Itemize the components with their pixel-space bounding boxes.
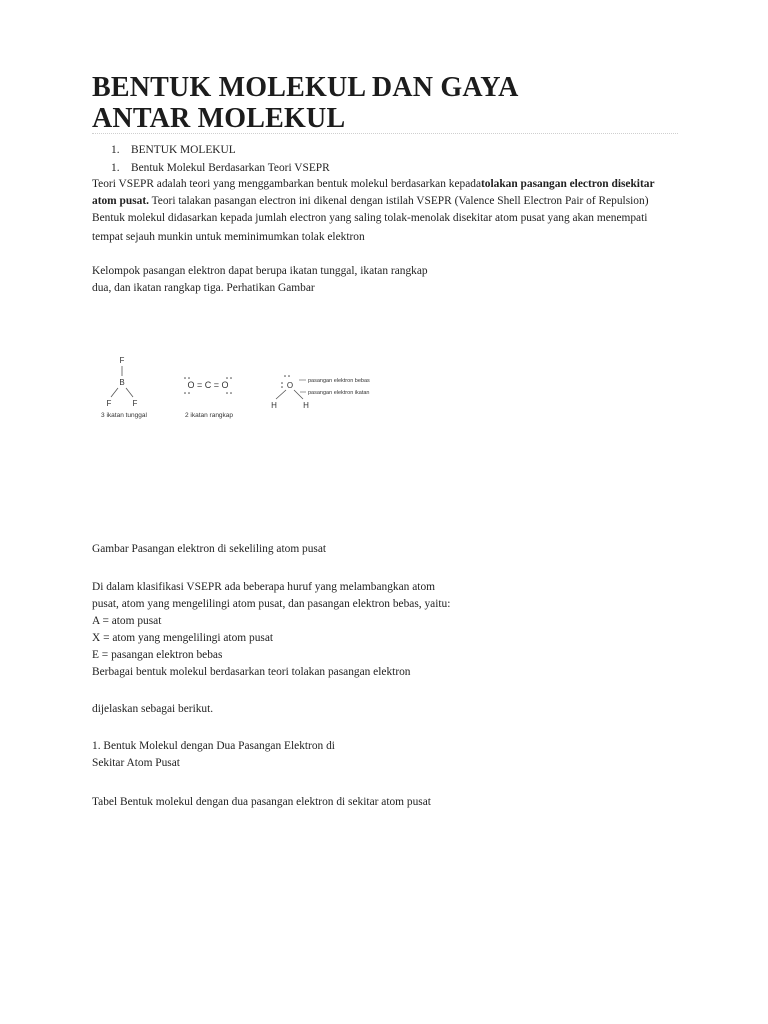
kelompok-line-2: dua, dan ikatan rangkap tiga. Perhatikan Gambar bbox=[92, 282, 315, 294]
bond-line bbox=[126, 388, 133, 397]
h2o-left-atom: H bbox=[271, 401, 277, 410]
list-number: 1. bbox=[111, 162, 120, 174]
klasifikasi-line-1: Di dalam klasifikasi VSEPR ada beberapa huruf yang melambangkan atom bbox=[92, 581, 435, 593]
section-heading-1 bbox=[92, 738, 335, 772]
bf3-caption: 3 ikatan tunggal bbox=[101, 412, 147, 419]
intro-text: Teori talakan pasangan electron ini dikenal dengan istilah VSEPR (Valence Shell Electron Pair of Repulsion) bbox=[148, 195, 649, 207]
section-heading-line-2: Sekitar Atom Pusat bbox=[92, 757, 180, 769]
lone-pair-dot bbox=[230, 392, 232, 394]
intro-line-1 bbox=[92, 176, 682, 193]
section-heading-line-1: 1. Bentuk Molekul dengan Dua Pasangan Elektron di bbox=[92, 740, 335, 752]
h2o-right-atom: H bbox=[303, 401, 309, 410]
lone-pair-dot bbox=[188, 392, 190, 394]
lone-pair-dot bbox=[226, 377, 228, 379]
table-caption: Tabel Bentuk molekul dengan dua pasangan elektron di sekitar atom pusat bbox=[92, 796, 431, 808]
intro-line-3: Bentuk molekul didasarkan kepada jumlah electron yang saling tolak-menolak disekitar atom pusat yang akan menempati bbox=[92, 212, 648, 224]
bond-line bbox=[294, 390, 303, 399]
klasifikasi-line-2: pusat, atom yang mengelilingi atom pusat, dan pasangan elektron bebas, yaitu: bbox=[92, 598, 451, 610]
co2-caption: 2 ikatan rangkap bbox=[184, 412, 234, 419]
electron-pair-diagram bbox=[92, 352, 392, 424]
klasifikasi-paragraph bbox=[92, 579, 450, 681]
bf3-right-atom: F bbox=[132, 399, 138, 408]
intro-text: Teori VSEPR adalah teori yang menggambarkan bentuk molekul berdasarkan kepada bbox=[92, 178, 481, 190]
definition-e: E = pasangan elektron bebas bbox=[92, 649, 223, 661]
intro-bold-text: tolakan pasangan electron disekitar bbox=[481, 178, 655, 190]
lone-pair-dot bbox=[281, 382, 283, 384]
free-pair-label: pasangan elektron bebas bbox=[308, 378, 370, 384]
intro-bold-text: atom pusat. bbox=[92, 195, 149, 207]
h2o-center-atom: O bbox=[286, 381, 294, 390]
bond-line bbox=[111, 388, 118, 397]
lone-pair-dot bbox=[281, 386, 283, 388]
title-divider bbox=[92, 133, 678, 134]
lone-pair-dot bbox=[230, 377, 232, 379]
bf3-center-atom: B bbox=[119, 378, 125, 387]
bond-pair-label: pasangan elektron ikatan bbox=[308, 390, 370, 396]
intro-line-4: tempat sejauh munkin untuk meminimumkan tolak elektron bbox=[92, 231, 365, 243]
lone-pair-dot bbox=[226, 392, 228, 394]
page-title-line2: ANTAR MOLEKUL bbox=[92, 103, 346, 134]
electron-pair-figure bbox=[92, 352, 392, 424]
figure-caption: Gambar Pasangan elektron di sekeliling atom pusat bbox=[92, 543, 327, 555]
intro-paragraph bbox=[92, 176, 682, 246]
h2o-structure bbox=[271, 375, 370, 410]
bf3-top-atom: F bbox=[119, 356, 125, 365]
page-title bbox=[92, 72, 692, 134]
lone-pair-dot bbox=[288, 375, 290, 377]
lone-pair-dot bbox=[184, 392, 186, 394]
bf3-left-atom: F bbox=[106, 399, 112, 408]
page-title-line1: BENTUK MOLEKUL DAN GAYA bbox=[92, 72, 519, 103]
co2-structure bbox=[184, 377, 233, 419]
definition-x: X = atom yang mengelilingi atom pusat bbox=[92, 632, 274, 644]
intro-line-2 bbox=[92, 193, 682, 210]
list-item-bentuk-molekul: BENTUK MOLEKUL bbox=[131, 144, 236, 156]
kelompok-paragraph bbox=[92, 263, 428, 297]
bf3-structure bbox=[101, 356, 147, 419]
lone-pair-dot bbox=[184, 377, 186, 379]
dijelaskan-line: dijelaskan sebagai berikut. bbox=[92, 703, 214, 715]
co2-formula: O = C = O bbox=[187, 380, 229, 390]
definition-a: A = atom pusat bbox=[92, 615, 162, 627]
berbagai-line: Berbagai bentuk molekul berdasarkan teori tolakan pasangan elektron bbox=[92, 666, 411, 678]
bond-line bbox=[276, 390, 286, 399]
list-item-teori-vsepr: Bentuk Molekul Berdasarkan Teori VSEPR bbox=[131, 162, 330, 174]
kelompok-line-1: Kelompok pasangan elektron dapat berupa ikatan tunggal, ikatan rangkap bbox=[92, 265, 428, 277]
lone-pair-dot bbox=[284, 375, 286, 377]
lone-pair-dot bbox=[188, 377, 190, 379]
list-number: 1. bbox=[111, 144, 120, 156]
